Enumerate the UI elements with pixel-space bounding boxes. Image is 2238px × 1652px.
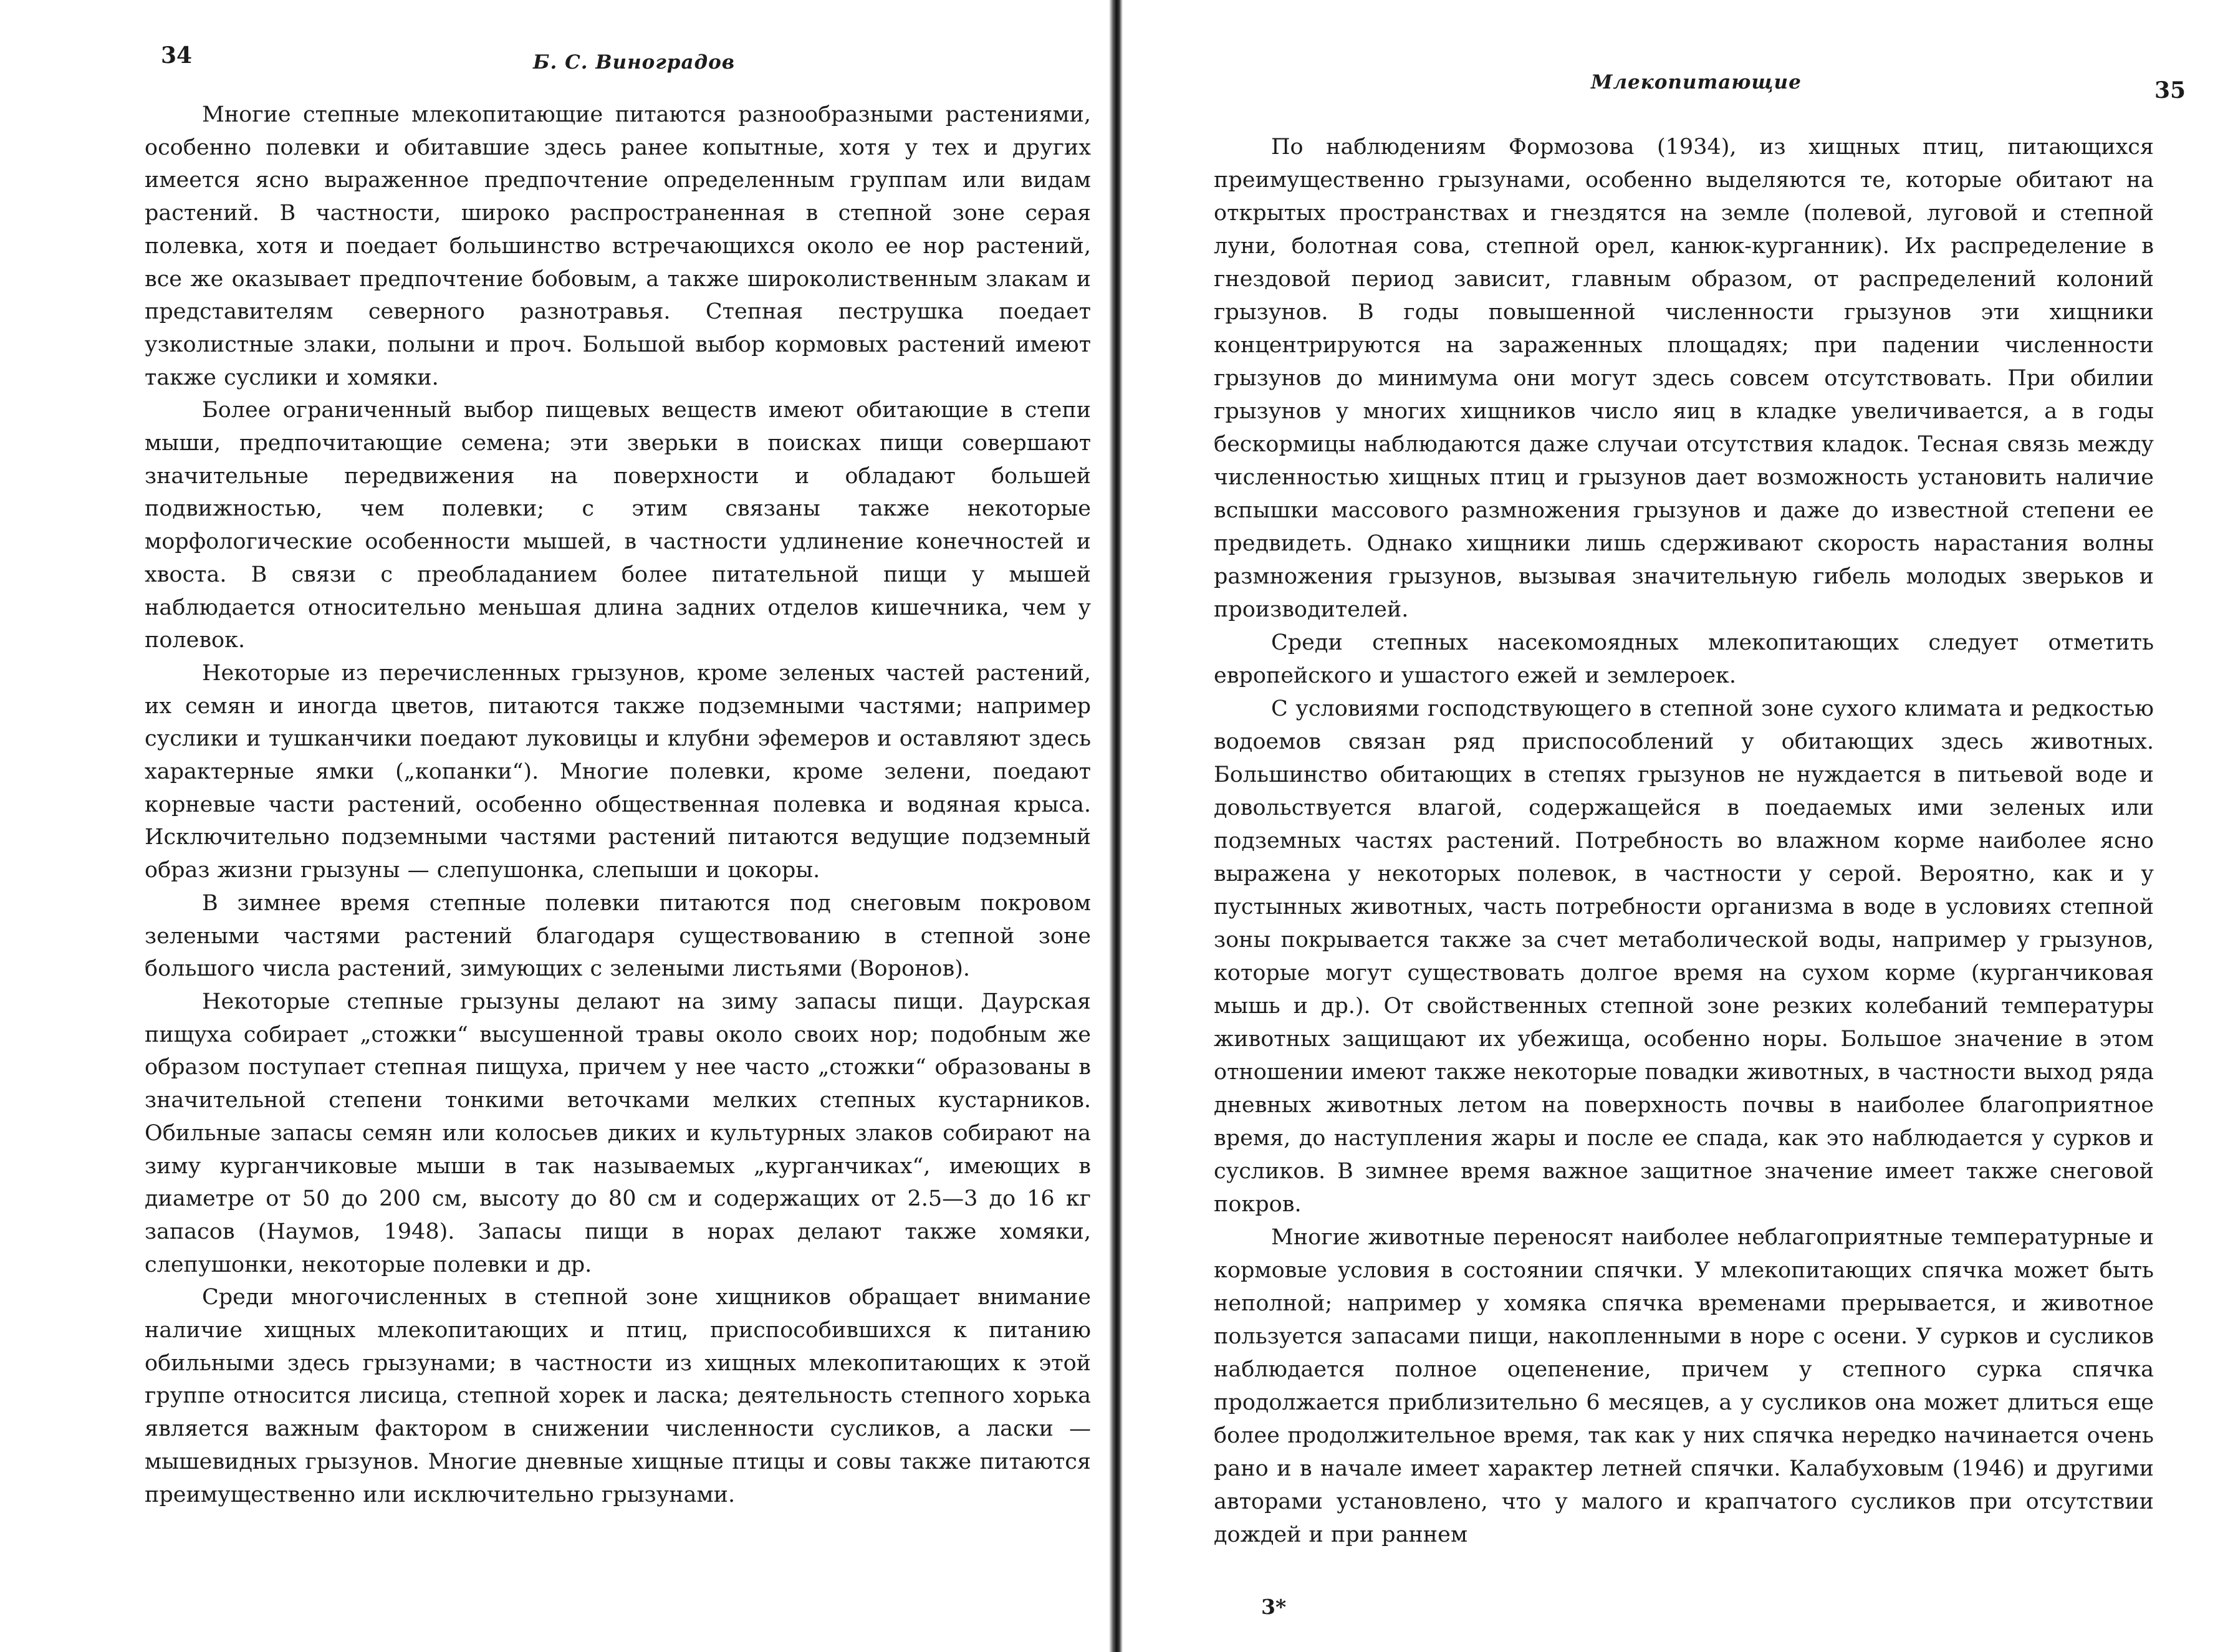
paragraph: В зимнее время степные полевки питаются под снеговым покровом зелеными частями растений благодаря существованию в степной зоне большого числа растений, зимующих с зелеными листьями (Воронов). [145,890,1091,982]
paragraph: Многие животные переносят наиболее неблагоприятные температурные и кормовые условия в состоянии спячки. У млекопитающих спячка может быть неполной; например у хомяка спячка временами прерывается, и животное пользуется запасами пищи, накопленными в норе с осени. У сурков и сусликов наблюдается полное оцепенение, причем у степного сурка спячка продолжается приблизительно 6 месяцев, а у сусликов она может длиться еще более продолжительное время, так как у них спячка нередко начинается очень рано и в начале имеет характер летней спячки. Калабуховым (1946) и другими авторами установлено, что у малого и крапчатого сусликов при отсутствии дождей и при раннем [1214,1225,2154,1547]
paragraph: Многие степные млекопитающие питаются разнообразными растениями, особенно полевки и обитавшие здесь ранее копытные, хотя у тех и других имеется ясно выраженное предпочтение определенным группам или видам растений. В частности, широко распространенная в степной зоне серая полевка, хотя и поедает большинство встречающихся около ее нор растений, все же оказывает предпочтение бобовым, а также широколиственным злакам и представителям северного разнотравья. Степная пеструшка поедает узколистные злаки, полыни и проч. Большой выбор кормовых растений имеют также суслики и хомяки. [145,102,1091,390]
left-running-head: Б. С. Виноградов [533,51,736,74]
right-text-column [1214,131,2154,1552]
paragraph: Некоторые степные грызуны делают на зиму запасы пищи. Даурская пищуха собирает „стожки“ высушенной травы около своих нор; подобным же образом поступает степная пищуха, причем у нее часто „стожки“ образованы в значительной степени тонкими веточками мелких степных кустарников. Обильные запасы семян или колосьев диких и культурных злаков собирают на зиму курганчиковые мыши в так называемых „курганчиках“, имеющих в диаметре от 50 до 200 см, высоту до 80 см и содержащих от 2.5—3 до 16 кг запасов (Наумов, 1948). Запасы пищи в норах делают также хомяки, слепушонки, некоторые полевки и др. [145,989,1091,1277]
paragraph: Среди степных насекомоядных млекопитающих следует отметить европейского и ушастого ежей и землероек. [1214,630,2154,688]
paragraph: Некоторые из перечисленных грызунов, кроме зеленых частей растений, их семян и иногда цветов, питаются также подземными частями; например суслики и тушканчики поедают луковицы и клубни эфемеров и оставляют здесь характерные ямки („копанки“). Многие полевки, кроме зелени, поедают корневые части растений, особенно общественная полевка и водяная крыса. Исключительно подземными частями растений питаются ведущие подземный образ жизни грызуны — слепушонка, слепыши и цокоры. [145,660,1091,883]
right-page [1122,0,2238,1652]
paragraph: Среди многочисленных в степной зоне хищников обращает внимание наличие хищных млекопитающих и птиц, приспособившихся к питанию обильными здесь грызунами; в частности из хищных млекопитающих к этой группе относится лисица, степной хорек и ласка; деятельность степного хорька является важным фактором в снижении численности сусликов, а ласки — мышевидных грызунов. Многие дневные хищные птицы и совы также питаются преимущественно или исключительно грызунами. [145,1285,1091,1507]
paragraph: С условиями господствующего в степной зоне сухого климата и редкостью водоемов связан ряд приспособлений у обитающих здесь животных. Большинство обитающих в степях грызунов не нуждается в питьевой воде и довольствуется влагой, содержащейся в поедаемых ими зеленых или подземных частях растений. Потребность во влажном корме наиболее ясно выражена у некоторых полевок, в частности у серой. Вероятно, как и у пустынных животных, часть потребности организма в воде в условиях степной зоны покрывается также за счет метаболической воды, например у грызунов, которые могут существовать долгое время на сухом корме (курганчиковая мышь и др.). От свойственных степной зоне резких колебаний температуры животных защищают их убежища, особенно норы. Большое значение в этом отношении имеют также некоторые повадки животных, в частности выход ряда дневных животных летом на поверхность почвы в наиболее благоприятное время, до наступления жары и после ее спада, как это наблюдается у сурков и сусликов. В зимнее время важное защитное значение имеет также снеговой покров. [1214,696,2154,1217]
left-text-column [145,98,1091,1511]
left-page-number: 34 [161,42,193,69]
right-running-head: Млекопитающие [1591,71,1802,94]
left-page [0,0,1116,1652]
paragraph: Более ограниченный выбор пищевых веществ имеют обитающие в степи мыши, предпочитающие семена; эти зверьки в поисках пищи совершают значительные передвижения на поверхности и обладают большей подвижностью, чем полевки; с этим связаны также некоторые морфологические особенности мышей, в частности удлинение конечностей и хвоста. В связи с преобладанием более питательной пищи у мышей наблюдается относительно меньшая длина задних отделов кишечника, чем у полевок. [145,398,1091,653]
signature-mark: 3* [1261,1595,1287,1619]
paragraph: По наблюдениям Формозова (1934), из хищных птиц, питающихся преимущественно грызунами, особенно выделяются те, которые обитают на открытых пространствах и гнездятся на земле (полевой, луговой и степной луни, болотная сова, степной орел, канюк-курганник). Их распределение в гнездовой период зависит, главным образом, от распределений колоний грызунов. В годы повышенной численности грызунов эти хищники концентрируются на зараженных площадях; при падении численности грызунов до минимума они могут здесь совсем отсутствовать. При обилии грызунов у многих хищников число яиц в кладке увеличивается, а в годы бескормицы наблюдаются даже случаи отсутствия кладок. Тесная связь между численностью хищных птиц и грызунов дает возможность установить наличие вспышки массового размножения грызунов и даже до известной степени ее предвидеть. Однако хищники лишь сдерживают скорость нарастания волны размножения грызунов, вызывая значительную гибель молодых зверьков и производителей. [1214,135,2154,622]
right-page-number: 35 [2154,77,2186,103]
